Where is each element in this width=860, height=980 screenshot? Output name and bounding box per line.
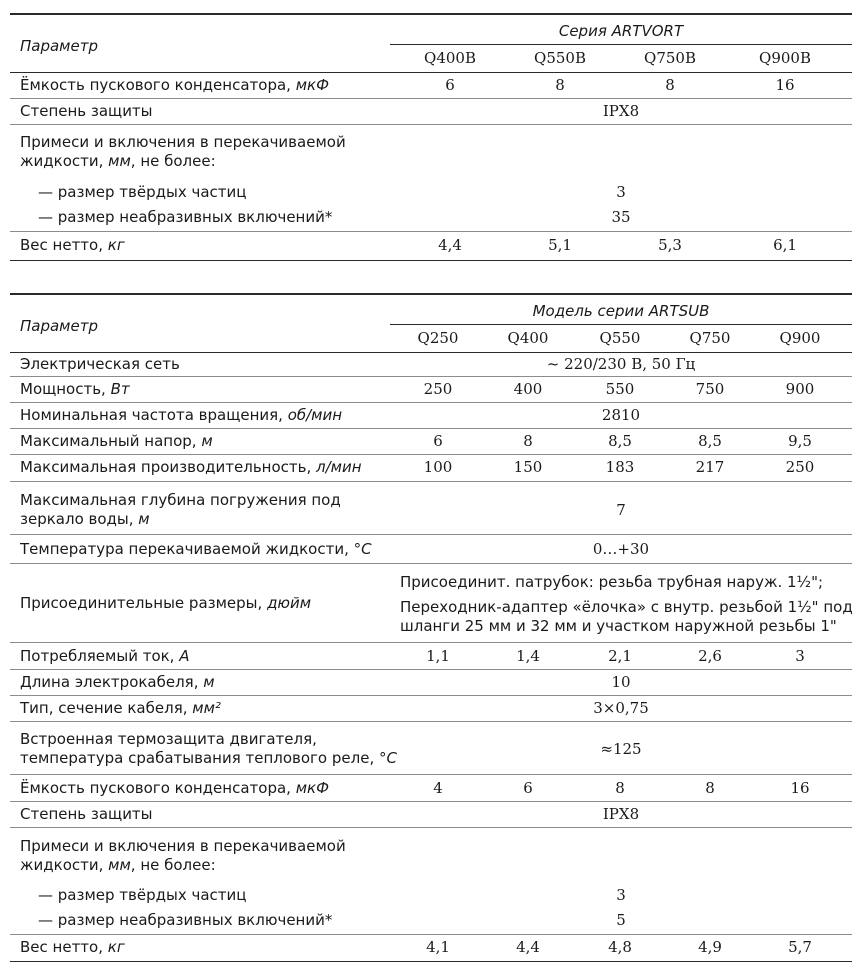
capacitor-label: Ёмкость пускового конденсатора, мкФ: [20, 779, 329, 797]
current-value: 2,6: [698, 647, 722, 665]
row-divider: [10, 695, 852, 696]
weight-value: 4,1: [426, 938, 450, 956]
head-value: 9,5: [788, 432, 812, 450]
row-divider: [10, 402, 852, 403]
connection-note-3: шланги 25 мм и 32 мм и участком наружной резьбы 1": [400, 617, 837, 635]
series-title: Модель серии ARTSUB: [532, 302, 710, 320]
flow-label: Максимальная производительность, л/мин: [20, 458, 362, 476]
capacitor-value: 4: [433, 779, 443, 797]
table-bottom-border: [10, 260, 852, 261]
row-divider: [10, 454, 852, 455]
row-divider: [10, 642, 852, 643]
head-value: 8,5: [698, 432, 722, 450]
nonabrasive-value: 5: [616, 911, 626, 929]
capacitor-value: 16: [790, 779, 810, 797]
table-top-border: [10, 13, 852, 15]
row-divider: [10, 934, 852, 935]
speed-value: 2810: [601, 406, 641, 424]
flow-value: 100: [423, 458, 453, 476]
mains-label: Электрическая сеть: [20, 355, 180, 373]
flow-value: 250: [785, 458, 815, 476]
mains-value: ~ 220/230 В, 50 Гц: [546, 355, 696, 373]
power-value: 250: [423, 380, 453, 398]
impurities-label: Примеси и включения в перекачиваемой жидкости, мм, не более:: [20, 133, 346, 170]
solid-particles-label: — размер твёрдых частиц: [38, 183, 247, 201]
power-value: 750: [695, 380, 725, 398]
header-divider: [390, 324, 852, 325]
model-header: Q750: [689, 329, 731, 347]
model-header: Q750B: [644, 49, 696, 67]
row-divider: [10, 124, 852, 125]
nonabrasive-label: — размер неабразивных включений*: [38, 208, 333, 226]
artvort-spec-table: [10, 13, 852, 263]
row-divider: [10, 669, 852, 670]
flow-value: 183: [605, 458, 635, 476]
artsub-spec-table: [10, 293, 852, 973]
impurities-label: Примеси и включения в перекачиваемой жидкости, мм, не более:: [20, 837, 346, 874]
param-header: Параметр: [20, 37, 98, 55]
header-divider: [390, 44, 852, 45]
capacitor-value: 16: [775, 76, 795, 94]
row-divider: [10, 481, 852, 482]
model-header: Q250: [417, 329, 459, 347]
power-value: 400: [513, 380, 543, 398]
weight-label: Вес нетто, кг: [20, 236, 125, 254]
head-label: Максимальный напор, м: [20, 432, 213, 450]
nonabrasive-label: — размер неабразивных включений*: [38, 911, 333, 929]
capacitor-value: 6: [523, 779, 533, 797]
temperature-label: Температура перекачиваемой жидкости, °С: [20, 540, 372, 558]
header-bottom-border: [10, 352, 852, 353]
weight-label: Вес нетто, кг: [20, 938, 125, 956]
protection-value: IPX8: [602, 805, 640, 823]
temperature-value: 0…+30: [592, 540, 650, 558]
model-header: Q400B: [424, 49, 476, 67]
thermal-protection-label: Встроенная термозащита двигателя, температура срабатывания теплового реле, °С: [20, 730, 397, 767]
current-value: 1,4: [516, 647, 540, 665]
head-value: 8: [523, 432, 533, 450]
row-divider: [10, 98, 852, 99]
current-label: Потребляемый ток, А: [20, 647, 190, 665]
weight-value: 4,4: [438, 236, 462, 254]
thermal-protection-value: ≈125: [600, 740, 642, 758]
model-header: Q400: [507, 329, 549, 347]
cable-type-label: Тип, сечение кабеля, мм²: [20, 699, 221, 717]
depth-value: 7: [616, 501, 626, 519]
speed-label: Номинальная частота вращения, об/мин: [20, 406, 343, 424]
row-divider: [10, 231, 852, 232]
flow-value: 150: [513, 458, 543, 476]
protection-label: Степень защиты: [20, 102, 153, 120]
depth-label: Максимальная глубина погружения под зеркало воды, м: [20, 491, 341, 528]
head-value: 6: [433, 432, 443, 450]
model-header: Q900B: [759, 49, 811, 67]
row-divider: [10, 801, 852, 802]
model-header: Q900: [779, 329, 821, 347]
table-bottom-border: [10, 961, 852, 962]
nonabrasive-value: 35: [611, 208, 631, 226]
solid-particles-value: 3: [616, 183, 626, 201]
current-value: 3: [795, 647, 805, 665]
weight-value: 4,9: [698, 938, 722, 956]
connection-note-1: Присоединит. патрубок: резьба трубная наруж. 1½";: [400, 573, 824, 591]
cable-length-value: 10: [611, 673, 631, 691]
current-value: 2,1: [608, 647, 632, 665]
row-divider: [10, 563, 852, 564]
row-divider: [10, 774, 852, 775]
capacitor-value: 8: [665, 76, 675, 94]
head-value: 8,5: [608, 432, 632, 450]
param-header: Параметр: [20, 317, 98, 335]
model-header: Q550: [599, 329, 641, 347]
power-value: 550: [605, 380, 635, 398]
power-value: 900: [785, 380, 815, 398]
table-top-border: [10, 293, 852, 295]
row-divider: [10, 827, 852, 828]
solid-particles-label: — размер твёрдых частиц: [38, 886, 247, 904]
model-header: Q550B: [534, 49, 586, 67]
weight-value: 5,3: [658, 236, 682, 254]
flow-value: 217: [695, 458, 725, 476]
row-divider: [10, 721, 852, 722]
series-title: Серия ARTVORT: [558, 22, 684, 40]
weight-value: 6,1: [773, 236, 797, 254]
header-bottom-border: [10, 72, 852, 73]
power-label: Мощность, Вт: [20, 380, 130, 398]
row-divider: [10, 534, 852, 535]
weight-value: 5,1: [548, 236, 572, 254]
cable-type-value: 3×0,75: [593, 699, 649, 717]
weight-value: 4,8: [608, 938, 632, 956]
capacitor-value: 8: [615, 779, 625, 797]
connection-label: Присоединительные размеры, дюйм: [20, 594, 312, 612]
weight-value: 4,4: [516, 938, 540, 956]
connection-note-2: Переходник-адаптер «ёлочка» с внутр. резьбой 1½" под: [400, 598, 853, 616]
protection-label: Степень защиты: [20, 805, 153, 823]
current-value: 1,1: [426, 647, 450, 665]
cable-length-label: Длина электрокабеля, м: [20, 673, 215, 691]
capacitor-value: 8: [555, 76, 565, 94]
weight-value: 5,7: [788, 938, 812, 956]
capacitor-label: Ёмкость пускового конденсатора, мкФ: [20, 76, 329, 94]
row-divider: [10, 428, 852, 429]
row-divider: [10, 376, 852, 377]
capacitor-value: 8: [705, 779, 715, 797]
solid-particles-value: 3: [616, 886, 626, 904]
protection-value: IPX8: [602, 102, 640, 120]
capacitor-value: 6: [445, 76, 455, 94]
